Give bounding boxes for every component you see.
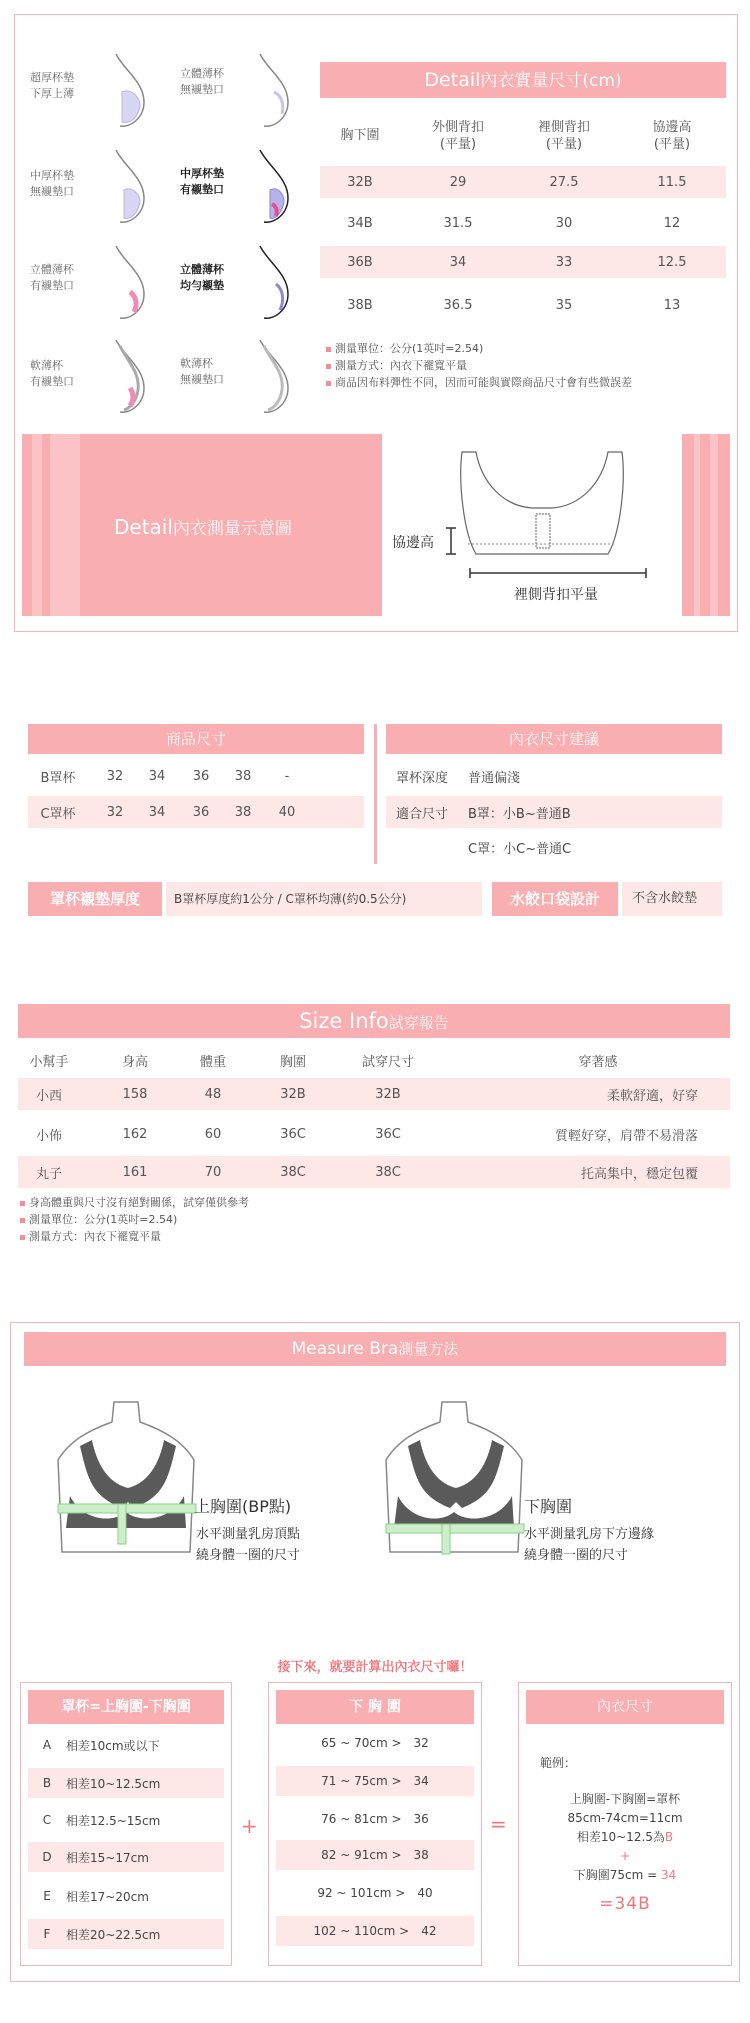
advice-label: 適合尺寸 <box>396 806 449 822</box>
size-advice-title-bar: 內衣尺寸建議 <box>386 724 722 754</box>
measure-diagram-banner <box>22 434 730 616</box>
cup-type-label: 立體薄杯 有襯墊口 <box>30 263 74 292</box>
table-cell: 36 <box>192 768 210 784</box>
table-cell: 小西 <box>35 1088 62 1104</box>
detail-title-zh: 內衣實量尺寸(cm) <box>480 71 622 91</box>
banner-stripe <box>694 434 700 616</box>
advice-row <box>468 832 571 862</box>
note-item: 商品因布料彈性不同，因而可能與實際商品尺寸會有些微誤差 <box>326 374 726 391</box>
table-cell: 36C <box>280 1126 306 1142</box>
table-cell: 托高集中，穩定包覆 <box>580 1166 698 1182</box>
table-row <box>320 246 726 278</box>
cup-type-label: 中厚杯墊 無襯墊口 <box>30 169 74 198</box>
table-header-cell: 小幫手 <box>29 1054 69 1070</box>
cup-formula-list <box>20 1728 232 1964</box>
table-row <box>18 1078 730 1110</box>
table-cell: 30 <box>555 215 573 231</box>
list-item: F 相差20~22.5cm <box>28 1919 224 1949</box>
list-item: 92 ~ 101cm > 40 <box>317 1886 433 1900</box>
list-item: 102 ~ 110cm > 42 <box>276 1916 474 1946</box>
table-header-cell: 裡側背扣 (平量) <box>537 120 590 152</box>
next-step-text: 接下來，就要計算出內衣尺寸囉！ <box>277 1660 473 1675</box>
size-info-title-bar: Size Info試穿報告 <box>18 1004 730 1038</box>
list-item: A 相差10cm或以下 <box>42 1738 160 1753</box>
advice-row <box>386 796 722 828</box>
banner-stripe <box>710 434 718 616</box>
table-cell: 36 <box>192 804 210 820</box>
table-cell: 12 <box>663 215 681 231</box>
table-header-cell: 體重 <box>199 1054 226 1070</box>
note-item: 測量方式：內衣下襬寬平量 <box>326 357 726 374</box>
advice-value: 普通偏淺 <box>468 770 521 786</box>
list-item: D 相差15~17cm <box>28 1842 224 1872</box>
list-item: C 相差12.5~15cm <box>42 1813 161 1828</box>
table-cell: 158 <box>122 1086 148 1102</box>
cup-type-label: 超厚杯墊 下厚上薄 <box>30 71 74 100</box>
table-cell: 38B <box>347 297 373 313</box>
side-height-label: 協邊高 <box>392 535 434 551</box>
cup-profile-illustration <box>252 148 294 228</box>
advice-value: C罩：小C~普通C <box>468 841 572 857</box>
table-cell: 12.5 <box>657 254 687 270</box>
cup-profile-illustration <box>108 338 150 418</box>
banner-stripe <box>32 434 42 616</box>
detail-title-en: Detail <box>424 69 481 91</box>
table-cell: 35 <box>555 297 573 313</box>
back-width-arrow <box>468 566 648 580</box>
example-label: 範例： <box>540 1756 577 1770</box>
product-size-table <box>28 760 364 830</box>
trial-notes <box>20 1194 720 1245</box>
detail-notes <box>326 340 726 391</box>
table-cell: 11.5 <box>657 174 687 190</box>
table-cell: 36C <box>375 1126 401 1142</box>
upper-bust-mannequin <box>52 1400 202 1560</box>
cup-profile-illustration <box>108 52 150 132</box>
example-line: 85cm-74cm=11cm <box>567 1811 683 1825</box>
detail-size-table <box>320 112 726 332</box>
table-row <box>320 289 726 321</box>
cup-profile-illustration <box>252 338 294 418</box>
table-cell: 32 <box>106 804 124 820</box>
table-cell: 柔軟舒適，好穿 <box>606 1088 698 1104</box>
table-cell: 161 <box>122 1164 148 1180</box>
table-cell: 32B <box>347 174 373 190</box>
note-item: 測量單位：公分(1英吋=2.54) <box>326 340 726 357</box>
table-cell: 34 <box>148 768 166 784</box>
pad-thickness-title: 罩杯襯墊厚度 <box>28 882 162 916</box>
cup-type-label: 軟薄杯 有襯墊口 <box>30 359 74 388</box>
table-cell: 36B <box>347 254 373 270</box>
table-header-row <box>320 116 726 156</box>
under-bust-title: 下胸圍 <box>524 1497 573 1516</box>
cup-formula-title: 罩杯=上胸圍-下胸圍 <box>28 1690 224 1724</box>
note-item: 身高體重與尺寸沒有絕對關係，試穿僅供參考 <box>20 1194 720 1211</box>
side-height-bracket <box>444 526 458 556</box>
table-row <box>18 1118 730 1150</box>
table-cell: - <box>284 768 290 784</box>
table-row <box>18 1156 730 1188</box>
plus-sign: + <box>241 1814 258 1838</box>
table-cell: 38C <box>375 1164 401 1180</box>
cup-profile-illustration <box>252 52 294 132</box>
advice-row <box>386 760 722 792</box>
table-cell: C罩杯 <box>40 806 76 822</box>
cup-type-label: 立體薄杯 無襯墊口 <box>180 67 224 96</box>
example-line: 相差10~12.5為B <box>576 1830 674 1844</box>
detail-size-title-bar <box>320 62 726 98</box>
pocket-design-value: 不含水餃墊 <box>622 882 722 916</box>
table-cell: B罩杯 <box>40 770 76 786</box>
list-item: 65 ~ 70cm > 32 <box>321 1736 429 1750</box>
table-cell: 38 <box>234 768 252 784</box>
list-item: 82 ~ 91cm > 38 <box>276 1840 474 1870</box>
note-item: 測量方式：內衣下襬寬平量 <box>20 1228 720 1245</box>
table-cell: 13 <box>663 297 681 313</box>
cup-profile-illustration <box>108 148 150 228</box>
table-cell: 質輕好穿，肩帶不易滑落 <box>554 1128 698 1144</box>
example-line: 上胸圍-下胸圍=罩杯 <box>569 1792 681 1806</box>
table-row <box>320 207 726 239</box>
cup-profile-illustration <box>252 244 294 324</box>
table-cell: 32B <box>375 1086 401 1102</box>
section-divider <box>374 724 377 864</box>
table-cell: 丸子 <box>35 1166 62 1182</box>
table-header-cell: 試穿尺寸 <box>361 1054 414 1070</box>
upper-bust-title: 上胸圍(BP點) <box>194 1497 292 1516</box>
table-cell: 34 <box>148 804 166 820</box>
under-bust-desc: 水平測量乳房下方邊緣 繞身體一圈的尺寸 <box>524 1527 655 1563</box>
list-item: 71 ~ 75cm > 34 <box>276 1766 474 1796</box>
measure-bra-title-bar: Measure Bra測量方法 <box>24 1332 726 1366</box>
table-cell: 60 <box>204 1126 222 1142</box>
table-cell: 162 <box>122 1126 148 1142</box>
advice-label: 罩杯深度 <box>396 770 449 786</box>
under-bust-mannequin <box>380 1400 530 1560</box>
example-line: 下胸圍75cm = 34 <box>573 1868 677 1882</box>
table-cell: 48 <box>204 1086 222 1102</box>
advice-value: B罩：小B~普通B <box>468 806 571 822</box>
example-calculation <box>518 1790 732 1914</box>
list-item: B 相差10~12.5cm <box>28 1768 224 1798</box>
cup-profile-illustration <box>108 244 150 324</box>
table-header-cell: 身高 <box>121 1054 148 1070</box>
table-cell: 36.5 <box>443 297 473 313</box>
table-cell: 40 <box>278 804 296 820</box>
table-cell: 小佈 <box>35 1128 62 1144</box>
pocket-design-title: 水餃口袋設計 <box>492 882 618 916</box>
table-header-cell: 胸圍 <box>279 1054 306 1070</box>
product-size-title-bar: 商品尺寸 <box>28 724 364 754</box>
equals-sign: = <box>490 1812 507 1836</box>
under-bust-box-title: 下 胸 圍 <box>276 1690 474 1724</box>
table-row <box>320 166 726 198</box>
cup-type-label: 中厚杯墊 有襯墊口 <box>180 167 224 196</box>
example-result: =34B <box>599 1894 651 1914</box>
measure-diagram-title: Detail內衣測量示意圖 <box>114 515 292 539</box>
upper-bust-desc: 水平測量乳房頂點 繞身體一圈的尺寸 <box>196 1527 301 1563</box>
table-cell: 32B <box>280 1086 306 1102</box>
cup-type-label: 立體薄杯 均勻襯墊 <box>180 263 224 292</box>
table-cell: 27.5 <box>549 174 579 190</box>
under-bust-list <box>268 1728 482 1964</box>
table-cell: 33 <box>555 254 573 270</box>
table-header-cell: 穿著感 <box>578 1054 618 1070</box>
trial-report-table <box>18 1046 730 1186</box>
table-cell: 31.5 <box>443 215 473 231</box>
table-header-row <box>18 1046 730 1074</box>
note-item: 測量單位：公分(1英吋=2.54) <box>20 1211 720 1228</box>
table-cell: 70 <box>204 1164 222 1180</box>
table-cell: 38 <box>234 804 252 820</box>
example-plus: + <box>619 1849 631 1863</box>
pad-thickness-value: B罩杯厚度約1公分 / C罩杯均薄(約0.5公分) <box>166 882 482 916</box>
list-item: 76 ~ 81cm > 36 <box>321 1812 429 1826</box>
table-header-cell: 協邊高 (平量) <box>652 120 692 152</box>
size-advice-table <box>386 760 722 864</box>
table-cell: 32 <box>106 768 124 784</box>
table-cell: 34 <box>449 254 467 270</box>
result-box-title: 內衣尺寸 <box>526 1690 724 1724</box>
table-row <box>28 796 364 828</box>
banner-stripe <box>50 434 80 616</box>
table-header-cell: 外側背扣 (平量) <box>431 120 484 152</box>
table-header-cell: 胸下圍 <box>340 128 380 143</box>
back-width-label: 裡側背扣平量 <box>514 587 598 603</box>
list-item: E 相差17~20cm <box>43 1889 149 1904</box>
cup-type-label: 軟薄杯 無襯墊口 <box>180 357 224 386</box>
table-cell: 29 <box>449 174 467 190</box>
table-row <box>28 760 364 792</box>
table-cell: 38C <box>280 1164 306 1180</box>
bra-back-diagram <box>442 444 642 564</box>
table-cell: 34B <box>347 215 373 231</box>
